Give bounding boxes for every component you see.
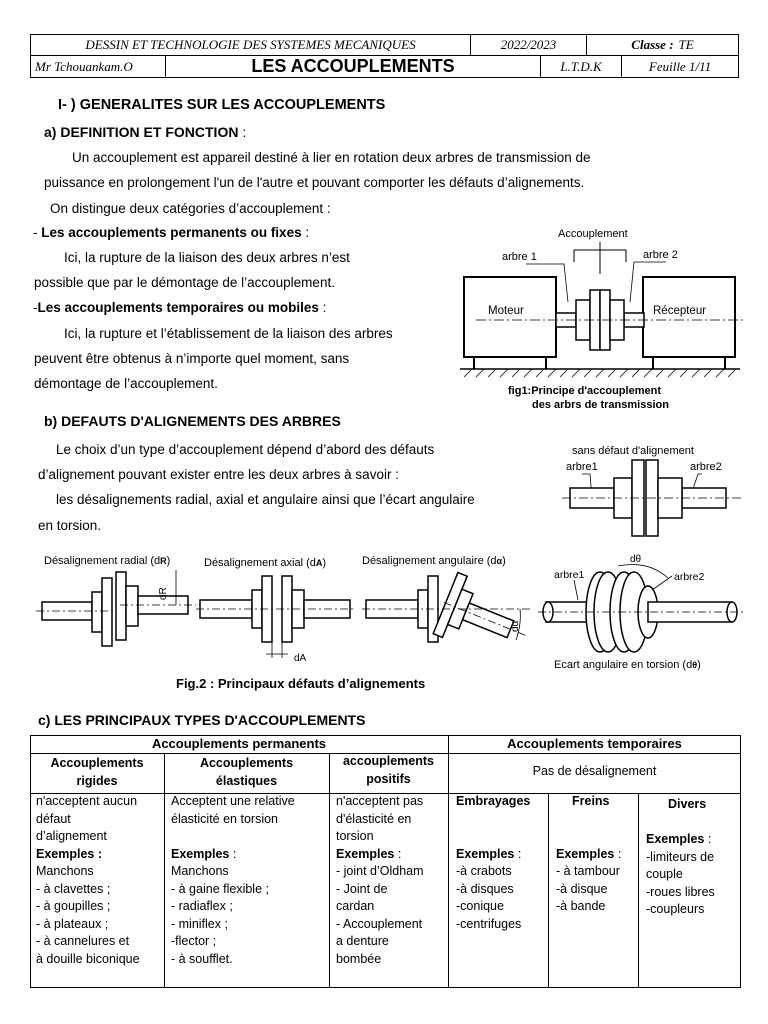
torsion-label — [554, 659, 701, 671]
para2: On distingue deux catégories d’accouplement : — [50, 201, 331, 216]
dim-dtheta: dθ — [630, 554, 642, 565]
clutch-example-4: -centrifuges — [456, 916, 522, 931]
clutch-examples-colon: : — [514, 846, 522, 861]
temp-heading — [33, 299, 326, 317]
rigid-header — [30, 755, 164, 790]
positive-desc-3: torsion — [336, 829, 374, 843]
para1-line1: Un accouplement est appareil destiné à lier en rotation deux arbres de transmission de — [72, 150, 591, 165]
brake-examples-label: Exemples — [556, 846, 615, 861]
header-sheet-text: Feuille 1/11 — [648, 58, 712, 74]
rigid-example-4: - à plateaux ; — [36, 916, 109, 931]
temp-colon: : — [318, 300, 327, 315]
dim-dA: dA — [294, 653, 307, 664]
radial-label: Désalignement radial (d — [44, 555, 161, 567]
b-line3: les désalignements radial, axial et angulaire ainsi que l’écart angulaire — [56, 492, 475, 507]
radial-title — [44, 555, 170, 567]
elastic-examples-colon: : — [229, 846, 237, 861]
brake-cell — [556, 793, 638, 916]
positive-cell — [336, 793, 448, 968]
positive-examples-label: Exemples — [336, 846, 395, 861]
clutch-example-1: -à crabots — [456, 864, 512, 878]
elastic-cell — [171, 793, 329, 968]
torsion-shaft1: arbre1 — [554, 569, 585, 581]
misc-examples-colon: : — [704, 832, 712, 846]
positive-example-2: - Joint de — [336, 881, 388, 896]
radial-paren: ) — [166, 555, 171, 567]
fig-no-defect — [560, 440, 744, 544]
perm-heading — [33, 224, 309, 242]
fig-torsion-misalignment — [538, 548, 744, 674]
elastic-header — [164, 755, 329, 790]
no-defect-shaft2: arbre2 — [690, 461, 722, 473]
header-school — [540, 55, 622, 78]
rigid-header-line2: rigides — [76, 773, 118, 788]
coupling-types-table — [30, 735, 741, 988]
brake-title: Freins — [572, 794, 610, 808]
subsection-a-title — [44, 123, 246, 141]
perm-colon: : — [301, 225, 310, 240]
angular-title — [362, 555, 506, 567]
header-class — [586, 34, 739, 56]
positive-example-5: a denture — [336, 934, 389, 948]
dim-dalpha: dα — [510, 620, 521, 632]
perm-line1: Ici, la rupture de la liaison des deux arbres n’est — [64, 250, 350, 265]
no-misalign: Pas de désalignement — [532, 764, 657, 778]
fig1-label-shaft2: arbre 2 — [643, 249, 678, 261]
clutch-example-2: -à disques — [456, 881, 514, 896]
misc-example-1: -limiteurs de — [646, 849, 715, 864]
perm-title: Les accouplements permanents ou fixes — [41, 225, 302, 240]
elastic-example-5: -flector ; — [171, 934, 217, 948]
header-sheet — [621, 55, 739, 78]
header-subject-text: DESSIN ET TECHNOLOGIE DES SYSTEMES MECANIQUES — [85, 37, 416, 52]
fig-angular-misalignment — [362, 570, 532, 664]
rigid-desc-3: d’alignement — [36, 829, 107, 843]
temp-title: Les accouplements temporaires ou mobiles — [37, 300, 319, 315]
rigid-header-line1: Accouplements — [50, 756, 144, 770]
rigid-example-6: à douille biconique — [36, 951, 140, 966]
positive-header-line1: accouplements — [342, 754, 434, 768]
header-teacher-text: Mr Tchouankam.O — [35, 58, 133, 74]
elastic-example-2: - à gaine flexible ; — [171, 881, 269, 896]
positive-example-3: cardan — [336, 899, 375, 913]
radial-sub: R — [160, 556, 167, 566]
subsection-a-label: a) DEFINITION ET FONCTION — [44, 124, 239, 140]
b-line4: en torsion. — [38, 518, 102, 533]
elastic-examples-label: Exemples — [171, 846, 230, 861]
b-line1: Le choix d’un type d’accouplement dépend d’abord des défauts — [56, 442, 435, 457]
positive-desc-2: d'élasticité en — [336, 811, 412, 826]
fig1-label-receiver: Récepteur — [653, 305, 707, 317]
positive-example-4: - Accouplement — [336, 916, 423, 931]
rigid-example-5: - à cannelures et — [36, 934, 130, 948]
fig1-caption-line2: des arbrs de transmission — [532, 399, 669, 411]
dim-dR: dR — [158, 587, 169, 600]
rigid-example-3: - à goupilles ; — [36, 899, 111, 913]
axial-paren: ) — [322, 557, 327, 569]
fig1-label-coupling: Accouplement — [558, 228, 628, 240]
axial-title — [204, 557, 326, 569]
page-title-text: LES ACCOUPLEMENTS — [251, 56, 455, 76]
header-school-text: L.T.D.K — [560, 58, 602, 74]
positive-header-line2: positifs — [366, 771, 411, 786]
axial-label: Désalignement axial (d — [204, 557, 316, 569]
fig-radial-misalignment — [36, 570, 196, 664]
temp-dash: - — [33, 300, 38, 315]
misc-examples-label: Exemples — [646, 832, 705, 846]
perm-line2: possible que par le démontage de l’accouplement. — [34, 275, 335, 290]
positive-example-6: bombée — [336, 951, 382, 966]
rigid-cell — [36, 793, 164, 968]
torsion-shaft2: arbre2 — [674, 571, 705, 583]
misc-example-3: -roues libres — [646, 884, 715, 899]
angular-paren: ) — [502, 555, 506, 567]
elastic-example-1: Manchons — [171, 864, 229, 878]
header-year — [470, 34, 587, 56]
fig-axial-misalignment — [196, 570, 356, 664]
subsection-b-title: b) DEFAUTS D'ALIGNEMENTS DES ARBRES — [44, 413, 341, 429]
clutch-examples-label: Exemples — [456, 846, 515, 861]
clutch-title: Embrayages — [456, 794, 531, 808]
misc-title: Divers — [668, 797, 707, 811]
elastic-example-6: - à soufflet. — [171, 951, 233, 966]
fig1-label-motor: Moteur — [488, 305, 524, 317]
axial-sub: A — [315, 558, 323, 568]
temp-line1: Ici, la rupture et l’établissement de la liaison des arbres — [64, 326, 393, 341]
clutch-example-3: -conique — [456, 899, 504, 913]
fig2-caption: Fig.2 : Principaux défauts d’alignements — [176, 676, 426, 691]
header-class-label: Classe : — [631, 37, 674, 52]
elastic-desc-1: Acceptent une relative — [171, 794, 295, 808]
fig1-label-shaft1: arbre 1 — [502, 251, 537, 263]
temp-line2: peuvent être obtenus à n’importe quel moment, sans — [34, 351, 350, 366]
elastic-header-line1: Accouplements — [199, 756, 294, 770]
misc-example-2: couple — [646, 867, 683, 881]
misc-example-4: -coupleurs — [646, 902, 705, 916]
b-line2: d’alignement pouvant exister entre les deux arbres à savoir : — [38, 467, 399, 482]
section-title: I- ) GENERALITES SUR LES ACCOUPLEMENTS — [58, 97, 386, 113]
no-defect-title: sans défaut d'alignement — [572, 445, 694, 457]
elastic-example-4: - miniflex ; — [171, 916, 228, 931]
subsection-c-title: c) LES PRINCIPAUX TYPES D'ACCOUPLEMENTS — [38, 712, 366, 728]
angular-sub: α — [496, 556, 503, 566]
brake-examples-colon: : — [614, 846, 622, 861]
header-class-value: TE — [678, 37, 694, 52]
clutch-cell — [456, 793, 548, 933]
no-defect-shaft1: arbre1 — [566, 461, 598, 473]
brake-example-1: - à tambour — [556, 864, 620, 878]
para1-line2: puissance en prolongement l'un de l'autre et pouvant comporter les défauts d’alignements. — [44, 175, 585, 190]
perm-header: Accouplements permanents — [151, 736, 327, 751]
header-teacher — [30, 55, 166, 78]
misc-cell — [646, 796, 740, 919]
temp-line3: démontage de l’accouplement. — [34, 376, 218, 391]
rigid-example-1: Manchons — [36, 864, 94, 878]
positive-example-1: - joint d’Oldham — [336, 864, 424, 878]
brake-example-3: -à bande — [556, 899, 606, 913]
positive-header — [329, 753, 448, 788]
fig1-caption-line1: fig1:Principe d'accouplement — [508, 385, 661, 397]
positive-desc-1: n'acceptent pas — [336, 794, 424, 808]
elastic-desc-2: élasticité en torsion — [171, 811, 279, 826]
torsion-sub: θ — [692, 660, 698, 670]
header-year-text: 2022/2023 — [500, 37, 557, 52]
angular-label: Désalignement angulaire (d — [362, 555, 497, 567]
torsion-label-text: Ecart angulaire en torsion (d — [554, 659, 693, 671]
rigid-desc-2: défaut — [36, 811, 71, 826]
rigid-examples-label: Exemples : — [36, 846, 103, 861]
rigid-example-2: - à clavettes ; — [36, 881, 111, 896]
temp-header: Accouplements temporaires — [507, 736, 682, 751]
torsion-paren: ) — [697, 659, 701, 671]
subsection-a-colon: : — [238, 124, 247, 140]
perm-dash: - — [33, 225, 42, 240]
elastic-example-3: - radiaflex ; — [171, 899, 233, 913]
page-title — [165, 55, 541, 78]
positive-examples-colon: : — [394, 846, 402, 861]
header-subject — [30, 34, 471, 56]
brake-example-2: -à disque — [556, 881, 608, 896]
rigid-desc-1: n'acceptent aucun — [36, 794, 138, 808]
elastic-header-line2: élastiques — [215, 773, 278, 788]
fig1-coupling-diagram — [456, 222, 746, 414]
